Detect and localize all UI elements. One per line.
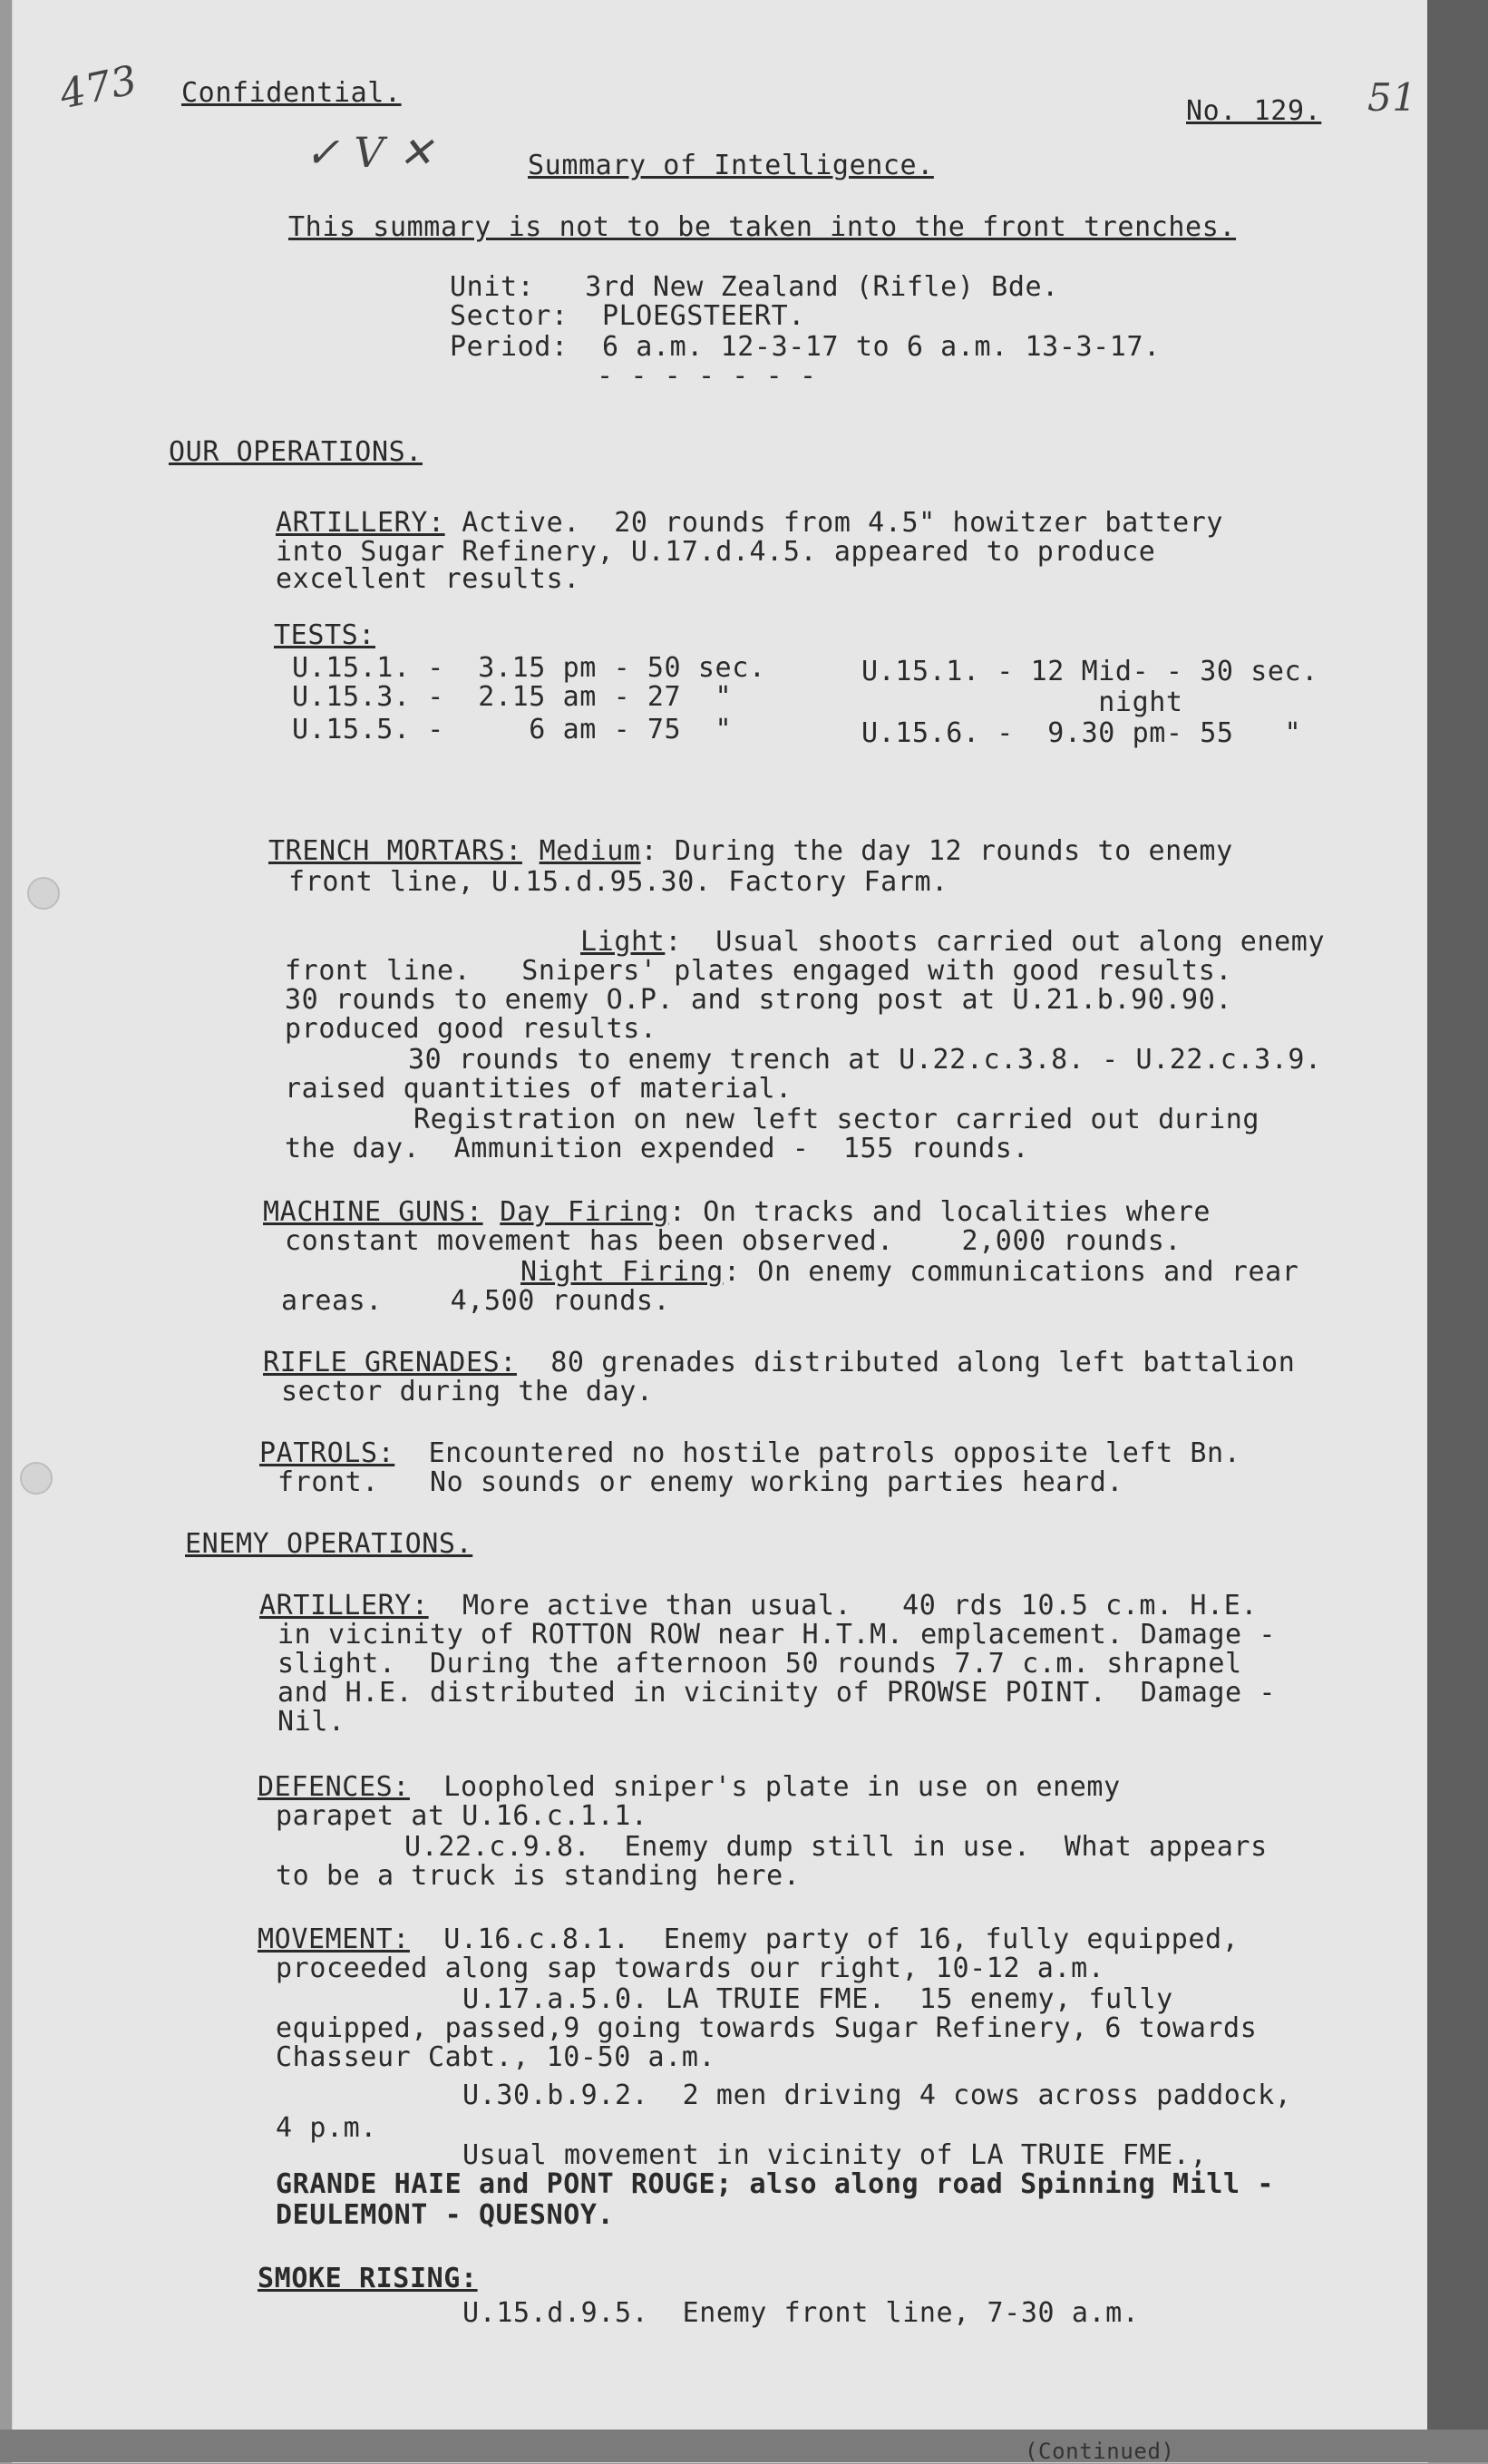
defences-line-4: to be a truck is standing here. [276,1860,801,1892]
tests-right-row: U.15.1. - 12 Mid- - 30 sec. [861,656,1318,687]
document-title: Summary of Intelligence. [528,150,934,181]
light-mortar-line-6: raised quantities of material. [285,1073,793,1105]
handwritten-ticks: ✓ V ✕ [305,128,434,177]
movement-line-6: U.30.b.9.2. 2 men driving 4 cows across paddock, [462,2079,1292,2111]
tests-label: TESTS: [274,619,375,651]
summary-number: No. 129. [1186,95,1322,127]
defences-line-1: DEFENCES: Loopholed sniper's plate in use on enemy [258,1771,1121,1803]
period-line: Period: 6 a.m. 12-3-17 to 6 a.m. 13-3-17. [450,331,1161,363]
light-mortar-line-8: the day. Ammunition expended - 155 rounds. [285,1133,1030,1164]
patrols-label: PATROLS: [259,1437,395,1469]
medium-label: Medium [539,835,641,867]
night-firing-line-1: Night Firing: On enemy communications and rear [520,1256,1299,1288]
patrols-line-1: PATROLS: Encountered no hostile patrols opposite left Bn. [259,1437,1241,1469]
front-trench-warning: This summary is not to be taken into the front trenches. [288,211,1237,243]
folio-number-left: 473 [55,56,142,119]
movement-line-7: 4 p.m. [276,2112,377,2144]
movement-line-3: U.17.a.5.0. LA TRUIE FME. 15 enemy, fully [462,1983,1173,2015]
day-firing-label: Day Firing [500,1196,669,1228]
rifle-grenades-label: RIFLE GRENADES: [263,1347,517,1378]
our-artillery-line-1: ARTILLERY: Active. 20 rounds from 4.5" howitzer battery [276,507,1224,539]
confidential-label: Confidential. [181,77,402,109]
header-separator: - - - - - - - [597,360,817,392]
night-firing-label: Night Firing [520,1256,724,1288]
machine-guns-line-2: constant movement has been observed. 2,000 rounds. [285,1225,1182,1257]
our-artillery-label: ARTILLERY: [276,507,445,539]
patrols-line-2: front. No sounds or enemy working parties heard. [277,1466,1124,1498]
unit-line: Unit: 3rd New Zealand (Rifle) Bde. [450,271,1059,303]
punch-hole [27,877,60,910]
light-mortar-line-2: front line. Snipers' plates engaged with good results. [285,955,1233,987]
continued-note: (Continued) [1025,2439,1175,2464]
enemy-operations-heading: ENEMY OPERATIONS. [185,1528,473,1560]
page-edge-shadow [1427,0,1488,2462]
defences-line-2: parapet at U.16.c.1.1. [276,1800,648,1832]
defences-line-3: U.22.c.9.8. Enemy dump still in use. What appears [404,1831,1268,1863]
defences-label: DEFENCES: [258,1771,410,1803]
movement-line-1: MOVEMENT: U.16.c.8.1. Enemy party of 16, fully equipped, [258,1923,1240,1955]
light-mortar-line-1: Light: Usual shoots carried out along enemy [580,926,1326,958]
light-mortar-line-7: Registration on new left sector carried out during [413,1104,1260,1135]
light-mortar-line-5: 30 rounds to enemy trench at U.22.c.3.8. - U.22.c.3.9. [408,1044,1322,1076]
movement-line-9: GRANDE HAIE and PONT ROUGE; also along road Spinning Mill - [276,2168,1275,2200]
light-mortar-line-3: 30 rounds to enemy O.P. and strong post at U.21.b.90.90. [285,984,1233,1016]
tests-left-row: U.15.3. - 2.15 am - 27 " [292,681,733,713]
smoke-rising-line-1: U.15.d.9.5. Enemy front line, 7-30 a.m. [462,2297,1140,2329]
trench-mortars-line-1: TRENCH MORTARS: Medium: During the day 12 rounds to enemy [268,835,1233,867]
our-artillery-line-3: excellent results. [276,563,580,595]
movement-label: MOVEMENT: [258,1923,410,1955]
movement-line-8: Usual movement in vicinity of LA TRUIE FME., [462,2139,1208,2171]
enemy-artillery-label: ARTILLERY: [259,1590,429,1622]
light-label: Light [580,926,666,958]
folio-number-right: 51 [1367,75,1417,120]
our-artillery-line-2: into Sugar Refinery, U.17.d.4.5. appeared to produce [276,536,1156,568]
enemy-artillery-line-3: slight. During the afternoon 50 rounds 7.7 c.m. shrapnel [277,1648,1242,1680]
movement-line-10: DEULEMONT - QUESNOY. [276,2199,615,2231]
trench-mortars-line-2: front line, U.15.d.95.30. Factory Farm. [288,866,948,898]
machine-guns-label: MACHINE GUNS: [263,1196,483,1228]
enemy-artillery-line-1: ARTILLERY: More active than usual. 40 rds 10.5 c.m. H.E. [259,1590,1259,1622]
night-firing-line-2: areas. 4,500 rounds. [281,1285,671,1317]
rifle-grenades-line-1: RIFLE GRENADES: 80 grenades distributed along left battalion [263,1347,1296,1378]
our-operations-heading: OUR OPERATIONS. [169,436,423,468]
enemy-artillery-line-5: Nil. [277,1706,345,1738]
movement-line-5: Chasseur Cabt., 10-50 a.m. [276,2041,716,2073]
tests-left-row: U.15.5. - 6 am - 75 " [292,714,733,745]
punch-hole [20,1462,53,1495]
trench-mortars-label: TRENCH MORTARS: [268,835,522,867]
tests-right-row: U.15.6. - 9.30 pm- 55 " [861,717,1302,749]
smoke-rising-label: SMOKE RISING: [258,2263,478,2294]
movement-line-2: proceeded along sap towards our right, 10-12 a.m. [276,1953,1105,1984]
machine-guns-line-1: MACHINE GUNS: Day Firing: On tracks and localities where [263,1196,1211,1228]
enemy-artillery-line-2: in vicinity of ROTTON ROW near H.T.M. emplacement. Damage - [277,1619,1277,1651]
bottom-edge [0,2430,1488,2462]
sector-line: Sector: PLOEGSTEERT. [450,300,805,332]
rifle-grenades-line-2: sector during the day. [281,1376,654,1407]
light-mortar-line-4: produced good results. [285,1013,657,1045]
enemy-artillery-line-4: and H.E. distributed in vicinity of PROWSE POINT. Damage - [277,1677,1277,1709]
movement-line-4: equipped, passed,9 going towards Sugar Refinery, 6 towards [276,2012,1258,2044]
tests-right-row: night [861,687,1183,718]
tests-left-row: U.15.1. - 3.15 pm - 50 sec. [292,652,766,684]
